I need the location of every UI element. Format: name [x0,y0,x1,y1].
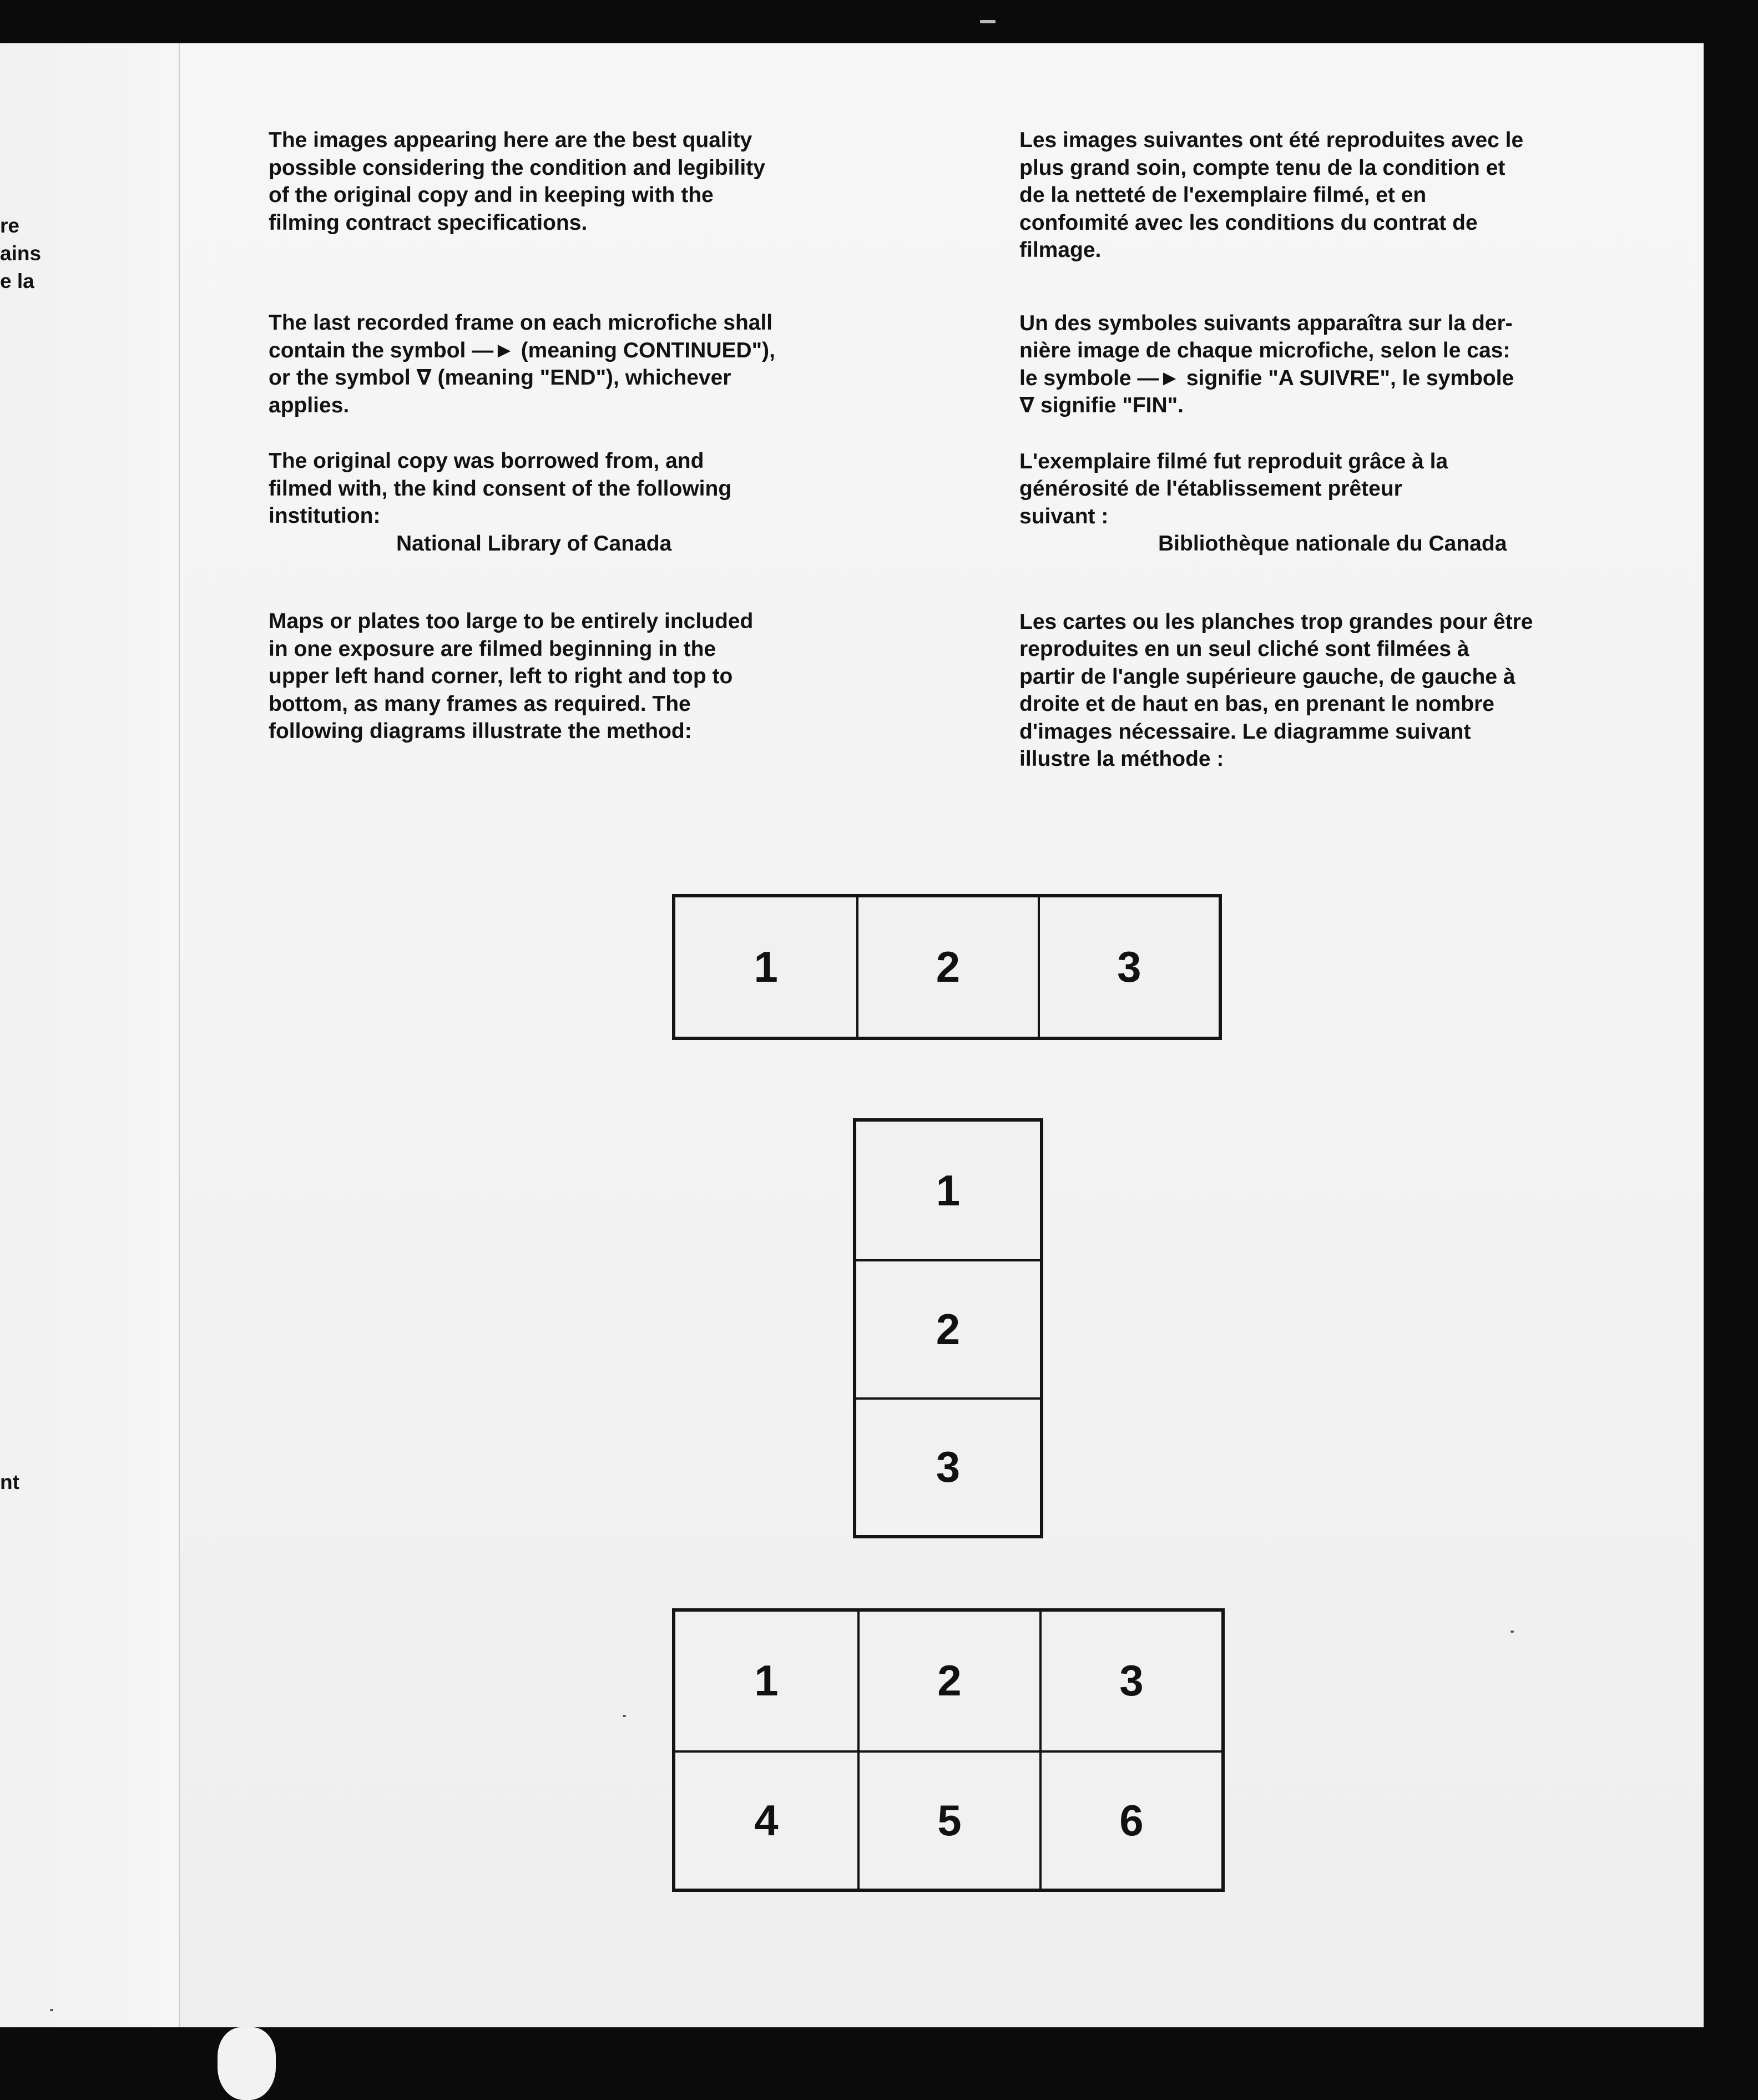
film-speck [623,1715,626,1717]
frame-cell: 2 [856,1259,1040,1397]
frame-cell: 1 [754,942,778,991]
frame-cell: 3 [856,1397,1040,1535]
french-maps-paragraph: Les cartes ou les planches trop grandes pour être reproduites en un seul cliché sont filmées à partir de l'angle supérieure gauche, de gauche à droite et de haut en bas, en prenant le nombre d'images nécessaire. Le diagramme suivant illustre la méthode : [1019,609,1533,771]
film-speck [1511,1630,1514,1633]
left-fragment-1: re [0,214,19,237]
frame-cell: 1 [936,1165,961,1215]
french-column [1019,127,1685,773]
frame-cell: 1 [754,1656,779,1705]
french-quality-paragraph: Les images suivantes ont été reproduites avec le plus grand soin, compte tenu de la condition et de la netteté de l'exemplaire filmé, et en confoımité avec les conditions du contrat de filmage. [1019,128,1524,262]
left-fragment-2: ains [0,242,42,265]
english-symbols-paragraph: The last recorded frame on each microfiche shall contain the symbol —► (meaning CONTINUED"), or the symbol ∇ (meaning "END"), whichever applies. [269,311,775,417]
english-column [269,127,907,745]
english-borrowed-paragraph: The original copy was borrowed from, and filmed with, the kind consent of the following institution: [269,449,732,528]
frame-cell: 5 [857,1750,1039,1889]
film-border [1704,43,1758,2027]
english-maps-paragraph: Maps or plates too large to be entirely included in one exposure are filmed beginning in the upper left hand corner, left to right and top to bottom, as many frames as required. The following diagrams illustrate the method: [269,609,754,743]
english-quality-paragraph: The images appearing here are the best quality possible considering the condition and legibility of the original copy and in keeping with the filming contract specifications. [269,128,765,235]
french-borrowed-paragraph: L'exemplaire filmé fut reproduit grâce à la générosité de l'établissement prêteur suivant : [1019,449,1448,528]
frame-cell: 2 [856,897,1037,1037]
horizontal-frame-diagram [672,894,1222,1040]
frame-cell: 2 [857,1612,1039,1750]
frame-cell: 3 [1038,897,1219,1037]
french-institution-name: Bibliothèque nationale du Canada [1158,532,1507,556]
frame-cell: 3 [1039,1612,1221,1750]
film-speck [980,20,996,23]
film-artifact [218,2027,276,2100]
english-institution-name: National Library of Canada [396,531,672,556]
film-speck [50,2009,53,2011]
grid-frame-diagram [672,1608,1225,1892]
left-fragment-3: e la [0,270,34,292]
left-page-edge [0,43,179,2027]
frame-cell: 4 [675,1750,857,1889]
french-symbols-paragraph: Un des symboles suivants apparaîtra sur la der- nière image de chaque microfiche, selon le cas: le symbole —► signifie "A SUIVRE", le symbole ∇ signifie "FIN". [1019,311,1514,417]
frame-cell: 6 [1039,1750,1221,1889]
left-fragment-4: nt [0,1471,19,1493]
vertical-frame-diagram [853,1118,1043,1538]
